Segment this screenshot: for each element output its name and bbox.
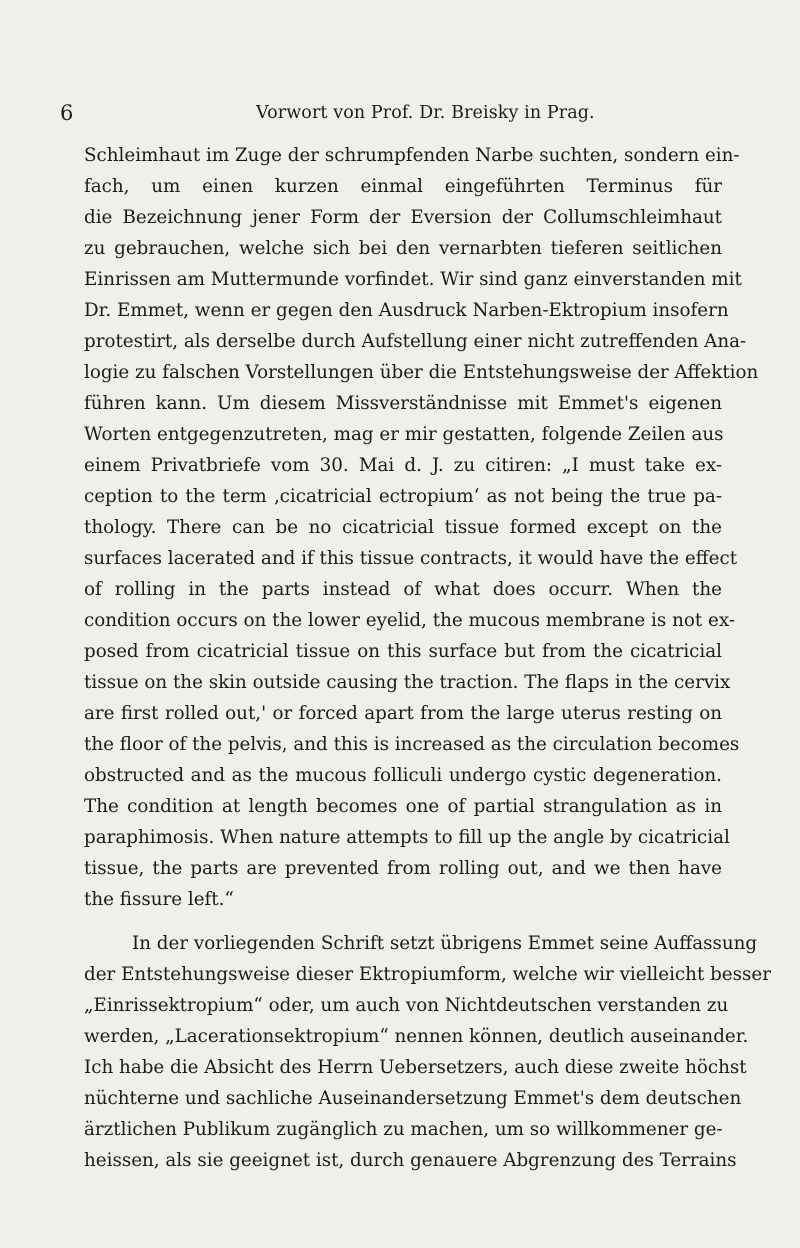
text-line: In der vorliegenden Schrift setzt übrigens Emmet seine Auffassung (132, 933, 758, 954)
text-line: einem Privatbriefe vom 30. Mai d. J. zu citiren: „I must take ex- (84, 455, 722, 476)
text-line: paraphimosis. When nature attempts to fill up the angle by cicatricial (84, 827, 730, 848)
text-line: are first rolled out,' or forced apart from the large uterus resting on (84, 703, 722, 724)
text-line: obstructed and as the mucous folliculi undergo cystic degeneration. (84, 765, 722, 786)
text-line: protestirt, als derselbe durch Aufstellung einer nicht zutreffenden Ana- (84, 331, 747, 352)
text-line: tissue, the parts are prevented from rolling out, and we then have (84, 858, 722, 879)
page-header (60, 98, 720, 128)
text-line: tissue on the skin outside causing the traction. The flaps in the cervix (84, 672, 731, 693)
text-line: die Bezeichnung jener Form der Eversion der Collumschleimhaut (84, 207, 722, 228)
text-line: nüchterne und sachliche Auseinandersetzung Emmet's dem deutschen (84, 1088, 742, 1109)
text-line: logie zu falschen Vorstellungen über die Entstehungsweise der Affektion (84, 362, 759, 383)
text-line: The condition at length becomes one of partial strangulation as in (84, 796, 722, 817)
text-line: der Entstehungsweise dieser Ektropiumform, welche wir vielleicht besser (84, 964, 771, 985)
text-line: werden, „Lacerationsektropium“ nennen können, deutlich auseinander. (84, 1026, 749, 1047)
text-line: zu gebrauchen, welche sich bei den vernarbten tieferen seitlichen (84, 238, 722, 259)
text-line: ärztlichen Publikum zugänglich zu machen, um so willkommener ge- (84, 1119, 723, 1140)
text-line: Dr. Emmet, wenn er gegen den Ausdruck Narben-Ektropium insofern (84, 300, 729, 321)
text-line: führen kann. Um diesem Missverständnisse mit Emmet's eigenen (84, 393, 722, 414)
text-line: posed from cicatricial tissue on this surface but from the cicatricial (84, 641, 722, 662)
text-line: fach, um einen kurzen einmal eingeführten Terminus für (84, 176, 722, 197)
text-line: condition occurs on the lower eyelid, the mucous membrane is not ex- (84, 610, 736, 631)
text-line: Ich habe die Absicht des Herrn Uebersetzers, auch diese zweite höchst (84, 1057, 747, 1078)
text-line: Schleimhaut im Zuge der schrumpfenden Narbe suchten, sondern ein- (84, 145, 740, 166)
text-line: surfaces lacerated and if this tissue contracts, it would have the effect (84, 548, 738, 569)
running-head: Vorwort von Prof. Dr. Breisky in Prag. (256, 103, 595, 123)
body-text (84, 140, 771, 1176)
text-line: Worten entgegenzutreten, mag er mir gestatten, folgende Zeilen aus (84, 424, 724, 445)
text-line: of rolling in the parts instead of what does occurr. When the (84, 579, 722, 600)
text-line: the fissure left.“ (84, 889, 234, 910)
text-line: „Einrissektropium“ oder, um auch von Nichtdeutschen verstanden zu (84, 995, 729, 1016)
text-line: heissen, als sie geeignet ist, durch genauere Abgrenzung des Terrains (84, 1150, 737, 1171)
text-line: Einrissen am Muttermunde vorfindet. Wir sind ganz einverstanden mit (84, 269, 742, 290)
paragraph-2 (84, 928, 771, 1176)
page-number: 6 (60, 101, 74, 125)
text-line: ception to the term ‚cicatricial ectropium‘ as not being the true pa- (84, 486, 722, 507)
paragraph-1 (84, 140, 759, 915)
text-line: thology. There can be no cicatricial tissue formed except on the (84, 517, 722, 538)
text-line: the floor of the pelvis, and this is increased as the circulation becomes (84, 734, 740, 755)
